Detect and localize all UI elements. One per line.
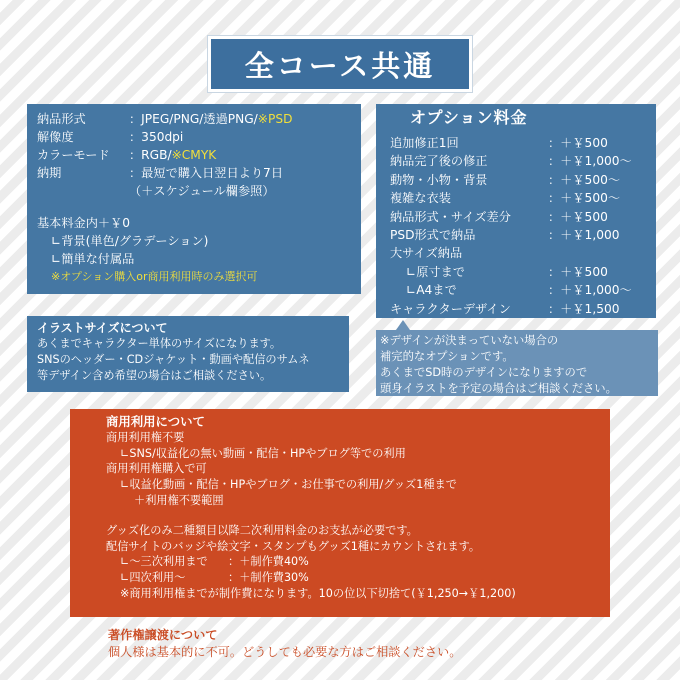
option-row bbox=[390, 281, 642, 299]
commercial-paragraph: グッズ化のみ二種類目以降二次利用料金のお支払が必要です。 bbox=[106, 523, 418, 537]
option-price: ：＋￥1,000 bbox=[548, 228, 620, 243]
spec-key: 解像度 bbox=[37, 130, 74, 144]
spec-key: 納期 bbox=[37, 166, 62, 180]
option-row bbox=[390, 189, 642, 207]
base-item: ∟背景(単色/グラデーション) bbox=[51, 234, 209, 248]
spec-row bbox=[37, 146, 351, 164]
options-title: オプション料金 bbox=[410, 108, 528, 127]
tier-row bbox=[106, 570, 574, 586]
spec-value: ：JPEG/PNG/透過PNG/ bbox=[129, 112, 258, 126]
illust-size-title: イラストサイズについて bbox=[37, 321, 168, 335]
tier-value: ：＋制作費30% bbox=[228, 571, 309, 585]
base-note: ※オプション購入or商用利用時のみ選択可 bbox=[51, 270, 258, 283]
copyright-text: 個人様は基本的に不可。どうしても必要な方はご相談ください。 bbox=[108, 645, 462, 659]
option-name: ∟原寸まで bbox=[406, 264, 465, 279]
option-price: ：＋￥1,500 bbox=[548, 301, 620, 316]
option-price: ：＋￥500 bbox=[548, 136, 608, 150]
note-line: 頭身イラストを予定の場合はご相談ください。 bbox=[380, 382, 617, 395]
illust-size-line: SNSのヘッダー・CDジャケット・動画や配信のサムネ bbox=[37, 353, 310, 366]
commercial-panel bbox=[70, 409, 610, 617]
option-price: ：＋￥500 bbox=[548, 209, 608, 224]
spec-row bbox=[37, 128, 351, 146]
spec-row bbox=[37, 182, 351, 200]
option-name: ∟A4まで bbox=[406, 283, 457, 298]
option-price: ：＋￥500 bbox=[548, 264, 608, 279]
note-line: 補完的なオプションです。 bbox=[380, 350, 514, 363]
option-name: 納品形式・サイズ差分 bbox=[390, 209, 511, 224]
commercial-note: ※商用利用権までが制作費になります。10の位以下切捨て(￥1,250→￥1,200) bbox=[120, 586, 516, 600]
tier-name: ∟四次利用～ bbox=[120, 571, 186, 585]
option-row bbox=[390, 226, 642, 244]
tier-name: ∟～三次利用まで bbox=[120, 555, 208, 569]
option-price: ：＋￥1,000～ bbox=[548, 283, 632, 298]
spec-value: ：350dpi bbox=[129, 130, 184, 144]
spec-key: 納品形式 bbox=[37, 112, 86, 126]
options-panel bbox=[376, 104, 656, 318]
spec-value: ：最短で購入日翌日より7日 bbox=[129, 166, 284, 180]
option-row bbox=[390, 171, 642, 189]
option-row bbox=[390, 300, 642, 318]
option-name: キャラクターデザイン bbox=[390, 301, 511, 316]
option-name: PSD形式で納品 bbox=[390, 228, 476, 243]
right-item: ＋利用権不要範囲 bbox=[134, 493, 224, 507]
large-size-title: 大サイズ納品 bbox=[390, 246, 463, 261]
note-line: あくまでSD時のデザインになりますので bbox=[380, 366, 588, 379]
illust-size-line: 等デザイン含め希望の場合はご相談ください。 bbox=[37, 369, 272, 382]
spec-value: （＋スケジュール欄参照） bbox=[129, 184, 275, 198]
right-item: ∟収益化動画・配信・HPやブログ・お仕事での利用/グッズ1種まで bbox=[120, 478, 457, 492]
spec-row bbox=[37, 110, 351, 128]
spec-panel bbox=[27, 104, 361, 294]
option-name: 複雑な衣装 bbox=[390, 191, 451, 206]
spec-extra: ※CMYK bbox=[171, 148, 217, 162]
no-right-title: 商用利用権不要 bbox=[106, 430, 185, 444]
spec-row bbox=[37, 164, 351, 182]
spec-extra: ※PSD bbox=[257, 112, 293, 126]
tier-value: ：＋制作費40% bbox=[228, 555, 309, 569]
option-price: ：＋￥500～ bbox=[548, 172, 621, 187]
option-name: 納品完了後の修正 bbox=[390, 154, 488, 169]
spec-key bbox=[37, 182, 129, 200]
commercial-paragraph: 配信サイトのバッジや絵文字・スタンプもグッズ1種にカウントされます。 bbox=[106, 539, 481, 553]
illust-size-panel bbox=[27, 316, 349, 392]
page-title: 全コース共通 bbox=[244, 48, 436, 83]
right-title: 商用利用権購入で可 bbox=[106, 462, 207, 476]
option-name: 動物・小物・背景 bbox=[390, 172, 488, 187]
tier-row bbox=[106, 554, 574, 570]
option-price: ：＋￥500～ bbox=[548, 191, 621, 206]
no-right-item: ∟SNS/収益化の無い動画・配信・HPやブログ等での利用 bbox=[120, 446, 406, 460]
spec-key: カラーモード bbox=[37, 148, 110, 162]
spec-value: ：RGB/ bbox=[129, 148, 172, 162]
option-row bbox=[390, 263, 642, 281]
option-row bbox=[390, 152, 642, 170]
title-banner bbox=[208, 36, 472, 92]
option-row bbox=[390, 208, 642, 226]
illust-size-line: あくまでキャラクター単体のサイズになります。 bbox=[37, 337, 282, 350]
base-item: ∟簡単な付属品 bbox=[51, 252, 135, 266]
copyright-title: 著作権譲渡について bbox=[108, 628, 218, 642]
commercial-title: 商用利用について bbox=[106, 414, 205, 429]
option-row bbox=[390, 134, 642, 152]
base-price-title: 基本料金内＋￥0 bbox=[37, 216, 131, 230]
option-name: 追加修正1回 bbox=[390, 136, 459, 150]
options-note bbox=[376, 330, 658, 396]
option-price: ：＋￥1,000～ bbox=[548, 154, 632, 169]
note-line: ※デザインが決まっていない場合の bbox=[380, 334, 559, 347]
copyright-section bbox=[108, 627, 461, 661]
